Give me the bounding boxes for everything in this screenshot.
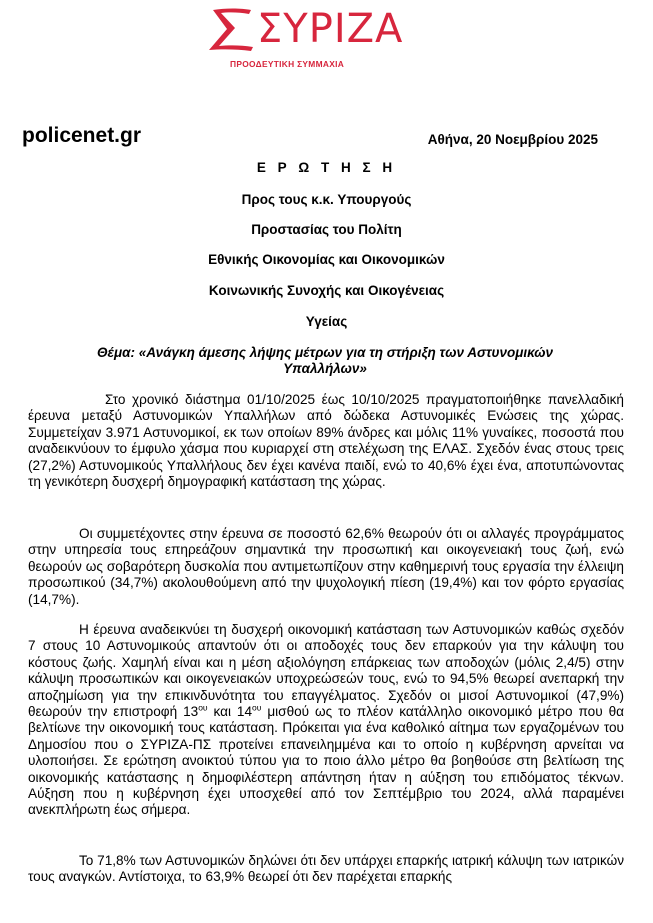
- paragraph-text: και 14: [207, 704, 253, 720]
- syriza-logo: [205, 4, 404, 72]
- document-title: Ε Ρ Ω Τ Η Σ Η: [256, 160, 397, 175]
- superscript: ου: [198, 702, 208, 713]
- recipient-line: Υγείας: [305, 314, 348, 329]
- recipient-line: Εθνικής Οικονομίας και Οικονομικών: [208, 252, 445, 267]
- paragraph-text: μισθού ως το πλέον κατάλληλο οικονομικό μέτρο που θα βελτίωνε την οικονομική τους κατάσταση. Πρόκειται για ένα καθολικό αίτημα των εργαζομένων του Δημοσίου που ο ΣΥΡΙΖΑ-ΠΣ προτείνει επανειλημμένα και το οποίο η κυβέρνηση αρνείται να υλοποιήσει. Σε ερώτηση ανοικτού τύπου για το ποιο άλλο μέτρο θα βοηθούσε στη βελτίωση της οικονομικής κατάστασης η δημοφιλέστερη απάντηση ήταν η αύξηση του επιδόματος τέκνων. Αύξηση που η κυβέρνηση έχει υποσχεθεί από τον Σεπτέμβριο του 2024, αλλά παραμένει ανεκπλήρωτη έως σήμερα.: [28, 704, 624, 818]
- document-date: Αθήνα, 20 Νοεμβρίου 2025: [427, 132, 598, 147]
- body-paragraph: Οι συμμετέχοντες στην έρευνα σε ποσοστό 62,6% θεωρούν ότι οι αλλαγές προγράμματος στην υπηρεσία τους επηρεάζουν σημαντικά την προσωπική και οικογενειακή τους ζωή, ενώ θεωρούν ως σοβαρότερη δυσκολία που αντιμετωπίζουν στην καθημερινή τους εργασία την έλλειψη προσωπικού (34,7%) ακολουθούμενη από την ψυχολογική πίεση (19,4%) και τον φόρτο εργασίας (14,7%).: [28, 526, 624, 607]
- body-paragraph: Το 71,8% των Αστυνομικών δηλώνει ότι δεν υπάρχει επαρκής ιατρική κάλυψη των ιατρικών τους αναγκών. Αντίστοιχα, το 63,9% θεωρεί ότι δεν παρέχεται επαρκής: [28, 853, 624, 885]
- superscript: ου: [252, 702, 262, 713]
- body-paragraph: [28, 622, 624, 819]
- body-paragraph: Στο χρονικό διάστημα 01/10/2025 έως 10/10/2025 πραγματοποιήθηκε πανελλαδική έρευνα μεταξύ Αστυνομικών Υπαλλήλων από δώδεκα Αστυνομικές Ενώσεις της χώρας. Συμμετείχαν 3.971 Αστυνομικοί, εκ των οποίων 89% άνδρες και μόλις 11% γυναίκες, ποσοστά που αναδεικνύουν το έμφυλο χάσμα που κυριαρχεί στη στελέχωση της ΕΛΑΣ. Σχεδόν ένας στους τρεις (27,2%) Αστυνομικούς Υπαλλήλους δεν έχει κανένα παιδί, ενώ το 40,6% έχει ένα, αποτυπώνοντας τη γενικότερη δυσχερή δημογραφική κατάσταση της χώρας.: [28, 392, 624, 490]
- recipient-line: Προς τους κ.κ. Υπουργούς: [241, 192, 412, 207]
- site-watermark: policenet.gr: [22, 124, 142, 147]
- paragraph-text: Η έρευνα αναδεικνύει τη δυσχερή οικονομική κατάσταση των Αστυνομικών καθώς σχεδόν 7 στους 10 Αστυνομικούς απαντούν ότι οι αποδοχές τους δεν επαρκούν για την κάλυψη του κόστους ζωής. Χαμηλή είναι και η μέση αξιολόγηση επάρκειας των αποδοχών (μόλις 2,4/5) στην κάλυψη προσωπικών και οικογενειακών υποχρεώσεών τους, ενώ το 94,5% θεωρεί ανεπαρκή την αποζημίωση για την επικινδυνότητα του επαγγέλματος. Σχεδόν οι μισοί Αστυνομικοί (47,9%) θεωρούν την επιστροφή 13: [28, 622, 624, 720]
- document-subject: Θέμα: «Ανάγκη άμεσης λήψης μέτρων για τη στήριξη των Αστυνομικών Υπαλλήλων»: [96, 345, 553, 376]
- logo-subtitle: ΠΡΟΟΔΕΥΤΙΚΗ ΣΥΜΜΑΧΙΑ: [230, 59, 345, 69]
- recipient-line: Κοινωνικής Συνοχής και Οικογένειας: [208, 283, 445, 298]
- recipient-line: Προστασίας του Πολίτη: [251, 222, 402, 237]
- logo-text: ΣΥΡΙΖΑ: [257, 6, 404, 52]
